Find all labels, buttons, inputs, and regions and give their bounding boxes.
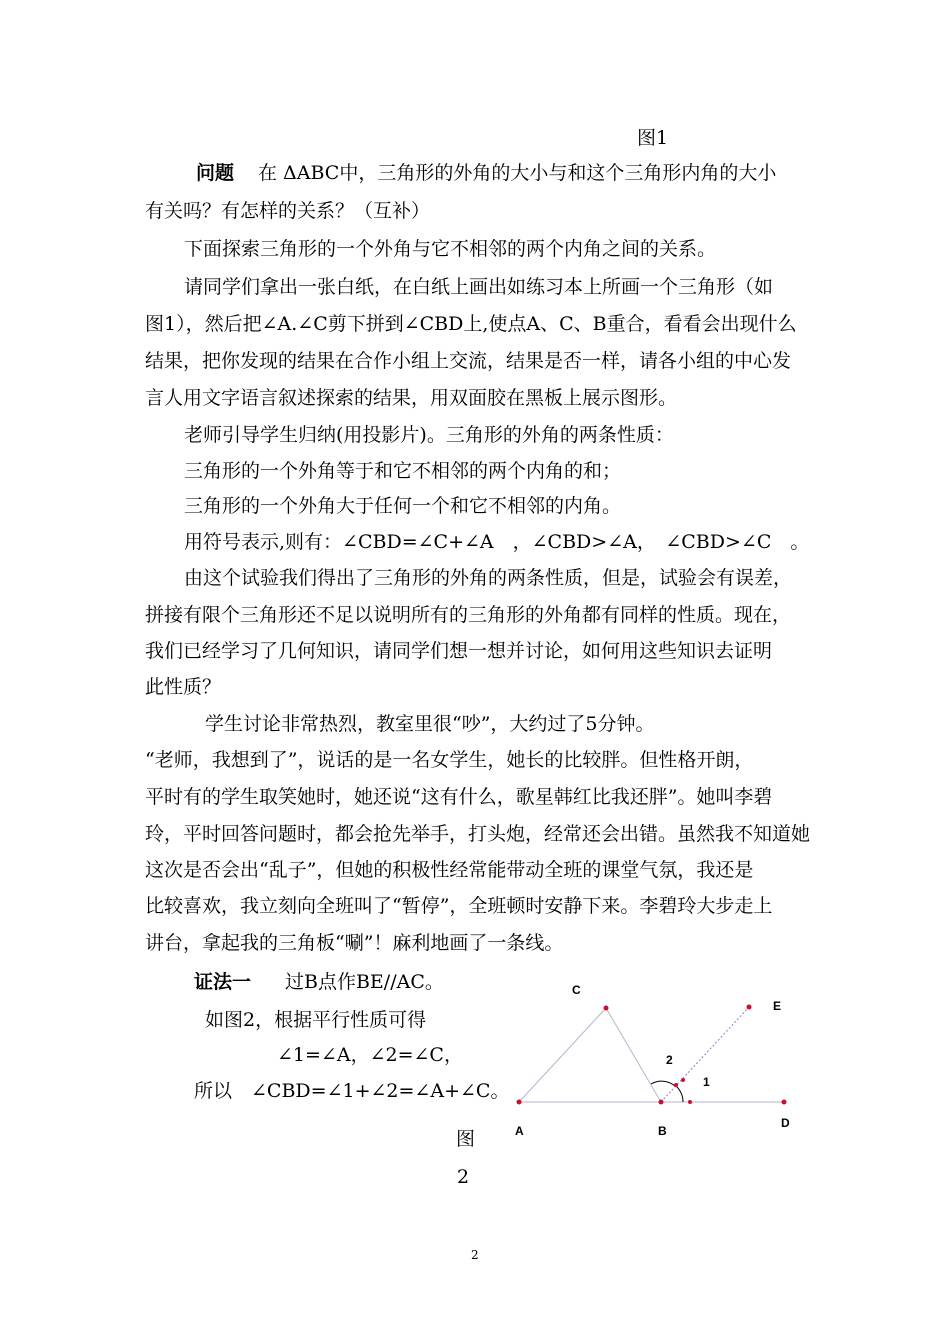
paragraph-line: 由这个试验我们得出了三角形的外角的两条性质，但是，试验会有误差，	[184, 567, 793, 589]
paragraph-line: 言人用文字语言叙述探索的结果，用双面胶在黑板上展示图形。	[145, 387, 678, 409]
label-b: B	[658, 1124, 667, 1138]
paragraph-line: 平时有的学生取笑她时，她还说“这有什么，歌星韩红比我还胖”。她叫李碧	[145, 786, 773, 808]
problem-line-2: 有关吗？有怎样的关系？（互补）	[145, 200, 431, 222]
paragraph-line: 老师引导学生归纳(用投影片)。三角形的外角的两条性质：	[184, 424, 674, 446]
paragraph-line: 用符号表示,则有：∠CBD=∠C+∠A ，∠CBD>∠A， ∠CBD>∠C 。	[184, 531, 810, 553]
paragraph-line: 拼接有限个三角形还不足以说明所有的三角形的外角都有同样的性质。现在，	[145, 604, 792, 626]
proof-label	[194, 970, 251, 994]
figure-2-diagram	[500, 975, 820, 1145]
arc-marker	[681, 1078, 685, 1082]
paragraph-line: 三角形的一个外角等于和它不相邻的两个内角的和；	[184, 460, 622, 482]
paragraph-line: 讲台，拿起我的三角板“唰”！麻利地画了一条线。	[145, 932, 564, 954]
paragraph-line: 此性质？	[145, 676, 222, 698]
paragraph-line: 学生讨论非常热烈，教室里很“吵”，大约过了5分钟。	[205, 713, 655, 735]
paragraph-line: 下面探索三角形的一个外角与它不相邻的两个内角之间的关系。	[184, 238, 717, 260]
segment-ac	[519, 1008, 606, 1102]
paragraph-line: “老师，我想到了”，说话的是一名女学生，她长的比较胖。但性格开朗，	[145, 749, 754, 771]
angle-arc-1	[676, 1086, 683, 1102]
proof-line-2: 如图2，根据平行性质可得	[205, 1009, 427, 1031]
figure-1-caption: 图1	[637, 127, 669, 149]
paragraph-line: 比较喜欢，我立刻向全班叫了“暂停”，全班顿时安静下来。李碧玲大步走上	[145, 895, 773, 917]
page-number: 2	[471, 1248, 479, 1262]
label-a: A	[515, 1124, 524, 1138]
proof-label-text: 证法一	[194, 971, 252, 993]
angle-arc-2	[651, 1081, 675, 1086]
label-c: C	[572, 983, 581, 997]
paragraph-line: 我们已经学习了几何知识，请同学们想一想并讨论，如何用这些知识去证明	[145, 640, 773, 662]
label-e: E	[773, 999, 782, 1013]
paragraph-line: 结果，把你发现的结果在合作小组上交流，结果是否一样，请各小组的中心发	[145, 350, 792, 372]
point-c	[604, 1006, 609, 1011]
paragraph-line: 玲，平时回答问题时，都会抢先举手，打头炮，经常还会出错。虽然我不知道她	[145, 823, 811, 845]
point-e	[747, 1005, 752, 1010]
problem-label-text: 问题	[196, 162, 235, 184]
proof-line-3: ∠1=∠A，∠2=∠C，	[277, 1044, 463, 1066]
paragraph-line: 图1），然后把∠A.∠C剪下拼到∠CBD上,使点A、C、B重合，看看会出现什么	[145, 313, 797, 335]
angle-label-2: 2	[666, 1053, 673, 1067]
point-d	[782, 1100, 787, 1105]
figure-2-caption-top: 图	[456, 1128, 476, 1150]
paragraph-line: 这次是否会出“乱子”，但她的积极性经常能带动全班的课堂气氛，我还是	[145, 859, 754, 881]
segment-cb	[606, 1008, 661, 1102]
angle-label-1: 1	[703, 1075, 710, 1089]
point-a	[517, 1100, 522, 1105]
proof-line-1: 过B点作BE//AC。	[285, 971, 444, 993]
paragraph-line: 请同学们拿出一张白纸，在白纸上画出如练习本上所画一个三角形（如	[184, 276, 774, 298]
figure-2-caption-bottom: 2	[457, 1166, 470, 1188]
problem-line-1: 在 ΔABC中，三角形的外角的大小与和这个三角形内角的大小	[258, 162, 777, 184]
paragraph-line: 三角形的一个外角大于任何一个和它不相邻的内角。	[184, 495, 622, 517]
arc-marker	[688, 1100, 692, 1104]
arc-marker	[674, 1083, 678, 1087]
proof-line-4: 所以 ∠CBD=∠1+∠2=∠A+∠C。	[194, 1080, 510, 1102]
label-d: D	[781, 1116, 790, 1130]
point-b	[659, 1100, 664, 1105]
problem-label	[196, 161, 234, 185]
